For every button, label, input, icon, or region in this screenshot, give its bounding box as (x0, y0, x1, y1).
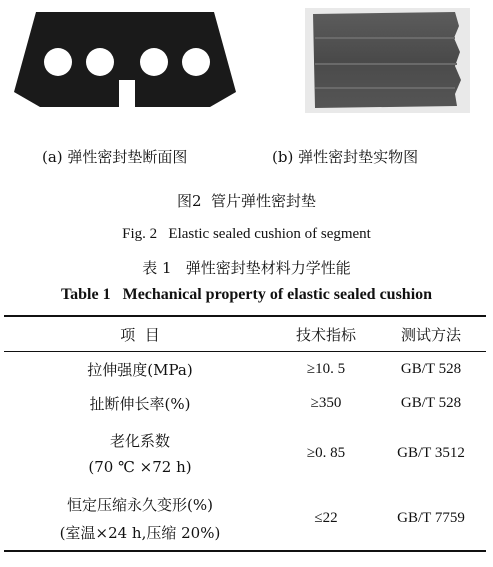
cell-method: GB/T 528 (400, 394, 462, 411)
cell-item-line1: 老化系数 (109, 432, 170, 450)
cell-method: GB/T 528 (400, 360, 462, 377)
table-row (4, 386, 486, 420)
cell-spec: ≥350 (310, 394, 342, 411)
table-row (4, 486, 486, 551)
cell-item-line2: (70 ℃ ×72 h) (88, 458, 192, 476)
cell-item (4, 486, 276, 551)
seal-notch (119, 80, 135, 107)
header-method: 测试方法 (376, 316, 486, 352)
cushion-photo (305, 8, 470, 113)
seal-hole (140, 48, 168, 76)
cell-spec: ≤22 (314, 509, 338, 526)
seal-hole (86, 48, 114, 76)
cushion-body (313, 12, 461, 108)
subfigure-a-caption: (a) 弹性密封垫断面图 (42, 148, 188, 166)
header-spec: 技术指标 (276, 316, 376, 352)
cell-spec: ≥10. 5 (306, 360, 346, 377)
table-row (4, 420, 486, 486)
cell-spec: ≥0. 85 (306, 444, 346, 461)
table-title-chinese: 表 1 弹性密封垫材料力学性能 (142, 259, 351, 277)
table-header-row (4, 316, 486, 352)
figure-title-english: Fig. 2 Elastic sealed cushion of segment (122, 226, 371, 242)
table-title-english: Table 1 Mechanical property of elastic sealed cushion (60, 286, 433, 303)
header-item: 项 目 (4, 316, 276, 352)
cell-item-line1: 恒定压缩永久变形(%) (67, 495, 213, 514)
cell-method: GB/T 3512 (397, 444, 465, 461)
cell-item (4, 420, 276, 486)
cell-item: 扯断伸长率(%) (89, 394, 191, 413)
mechanical-property-table (4, 315, 486, 552)
seal-hole (182, 48, 210, 76)
table-row (4, 352, 486, 387)
cell-item: 拉伸强度(MPa) (87, 360, 193, 379)
seal-hole (44, 48, 72, 76)
cross-section-figure (14, 12, 236, 107)
cell-item-line2: (室温×24 h,压缩 20%) (59, 523, 221, 542)
figure-title-chinese: 图2 管片弹性密封垫 (176, 192, 317, 210)
subfigure-b-caption: (b) 弹性密封垫实物图 (272, 148, 419, 166)
cell-method: GB/T 7759 (397, 509, 465, 526)
